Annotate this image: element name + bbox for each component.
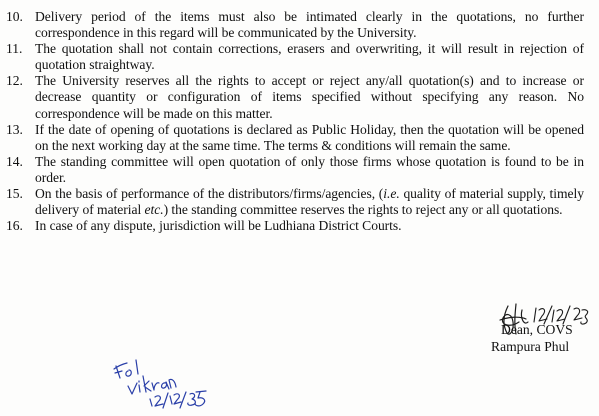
term-16 (6, 218, 584, 234)
term-11 (6, 41, 584, 73)
term-text: Delivery period of the items must also be intimated clearly in the quotations, no further correspondence in this regard will be communicated by the University. (35, 9, 584, 41)
term-number: 16. (6, 218, 23, 234)
term-text-part: quality of material supply, timely delivery of material (35, 186, 584, 218)
signature-block (486, 300, 596, 360)
term-text-italic: etc. (144, 202, 164, 218)
term-14 (6, 154, 584, 186)
term-text: The quotation shall not contain corrections, erasers and overwriting, it will result in rejection of quotation straightway. (35, 41, 584, 73)
term-number: 14. (6, 153, 23, 169)
term-15 (6, 186, 584, 218)
signatory-place: Rampura Phul (491, 339, 570, 354)
term-12 (6, 73, 584, 121)
term-text: In case of any dispute, jurisdiction will be Ludhiana District Courts. (35, 218, 402, 234)
term-text-part: On the basis of performance of the distributors/firms/agencies, ( (35, 186, 384, 202)
term-text (35, 186, 584, 217)
term-number: 13. (6, 121, 23, 137)
term-number: 11. (6, 41, 23, 57)
term-10 (6, 9, 584, 41)
signatory-title: Dean, COVS (501, 322, 573, 337)
term-text: The standing committee will open quotation of only those firms whose quotation is found to be in order. (35, 153, 584, 185)
term-text-part: ) the standing committee reserves the rights to reject any or all quotations. (163, 202, 563, 218)
handwritten-note (108, 352, 213, 412)
term-13 (6, 122, 584, 154)
term-text-italic: i.e. (383, 186, 400, 202)
term-number: 15. (6, 186, 23, 202)
term-number: 10. (6, 9, 23, 24)
term-text: The University reserves all the rights to accept or reject any/all quotation(s) and to increase or decrease quantity or configuration of items specified without specifying any reason. No correspondence will be made on this matter. (35, 73, 584, 121)
term-text: If the date of opening of quotations is declared as Public Holiday, then the quotation will be opened on the next working day at the same time. The terms & conditions will remain the same. (35, 121, 584, 153)
term-number: 12. (6, 73, 23, 89)
terms-list (6, 9, 584, 234)
